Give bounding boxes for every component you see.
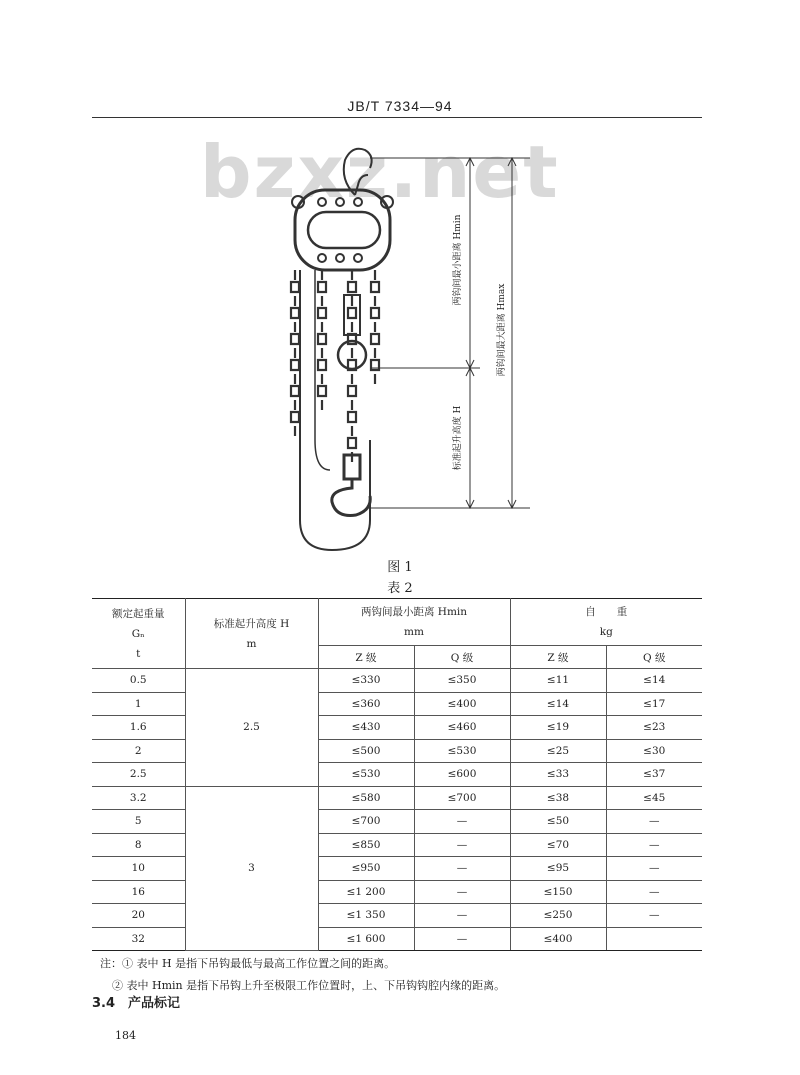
spec-table <box>92 598 702 951</box>
header-lift-height: 标准起升高度 H m <box>185 599 318 669</box>
table-row: 0.5 2.5 ≤330 ≤350 ≤11 ≤14 <box>92 669 702 693</box>
watermark: bzxz.net <box>200 130 560 214</box>
table-row: 3.2 3 ≤580 ≤700 ≤38 ≤45 <box>92 786 702 810</box>
page-header: JB/T 7334—94 <box>347 98 453 114</box>
lift-height-2-5: 2.5 <box>185 669 318 787</box>
lift-height-label: 标准起升高度 H <box>453 405 463 471</box>
table-row: 1 ≤360 ≤400 ≤14 ≤17 <box>92 692 702 716</box>
header-weight-z: Z 级 <box>510 646 606 669</box>
figure-chain-hoist <box>260 140 540 560</box>
chain-hoist-drawing <box>260 140 540 560</box>
header-min-distance: 两钩间最小距离 Hmin mm <box>318 599 510 646</box>
table-2 <box>92 598 702 951</box>
note-2: ② 表中 Hmin 是指下吊钩上升至极限工作位置时，上、下吊钩钩腔内缘的距离。 <box>112 979 506 992</box>
table-row: 8 ≤850 — ≤70 — <box>92 833 702 857</box>
h-min-label: 两钩间最小距离 Hmin <box>453 214 463 306</box>
table-title: 表 2 <box>387 581 413 596</box>
table-row: 32 ≤1 600 — ≤400 <box>92 927 702 951</box>
table-row: 5 ≤700 — ≤50 — <box>92 810 702 834</box>
header-hmin-z: Z 级 <box>318 646 414 669</box>
page-number: 184 <box>115 1029 136 1042</box>
note-1: 注：① 表中 H 是指下吊钩最低与最高工作位置之间的距离。 <box>100 957 396 970</box>
lift-height-3: 3 <box>185 786 318 951</box>
table-row: 16 ≤1 200 — ≤150 — <box>92 880 702 904</box>
table-row: 2.5 ≤530 ≤600 ≤33 ≤37 <box>92 763 702 787</box>
table-row: 20 ≤1 350 — ≤250 — <box>92 904 702 928</box>
table-row: 2 ≤500 ≤530 ≤25 ≤30 <box>92 739 702 763</box>
header-self-weight: 自 重 kg <box>510 599 702 646</box>
header-weight-q: Q 级 <box>606 646 702 669</box>
section-heading: 3.4 产品标记 <box>92 996 181 1011</box>
load-chain <box>291 270 379 462</box>
header-rule <box>92 117 702 118</box>
table-notes <box>100 953 505 997</box>
h-max-label: 两钩间最大距离 Hmax <box>497 283 507 377</box>
figure-caption: 图 1 <box>387 560 413 575</box>
bottom-hook <box>332 479 370 515</box>
table-row: 1.6 ≤430 ≤460 ≤19 ≤23 <box>92 716 702 740</box>
header-hmin-q: Q 级 <box>414 646 510 669</box>
table-row: 10 ≤950 — ≤95 — <box>92 857 702 881</box>
header-rated-load: 额定起重量 Gₙ t <box>92 599 185 669</box>
